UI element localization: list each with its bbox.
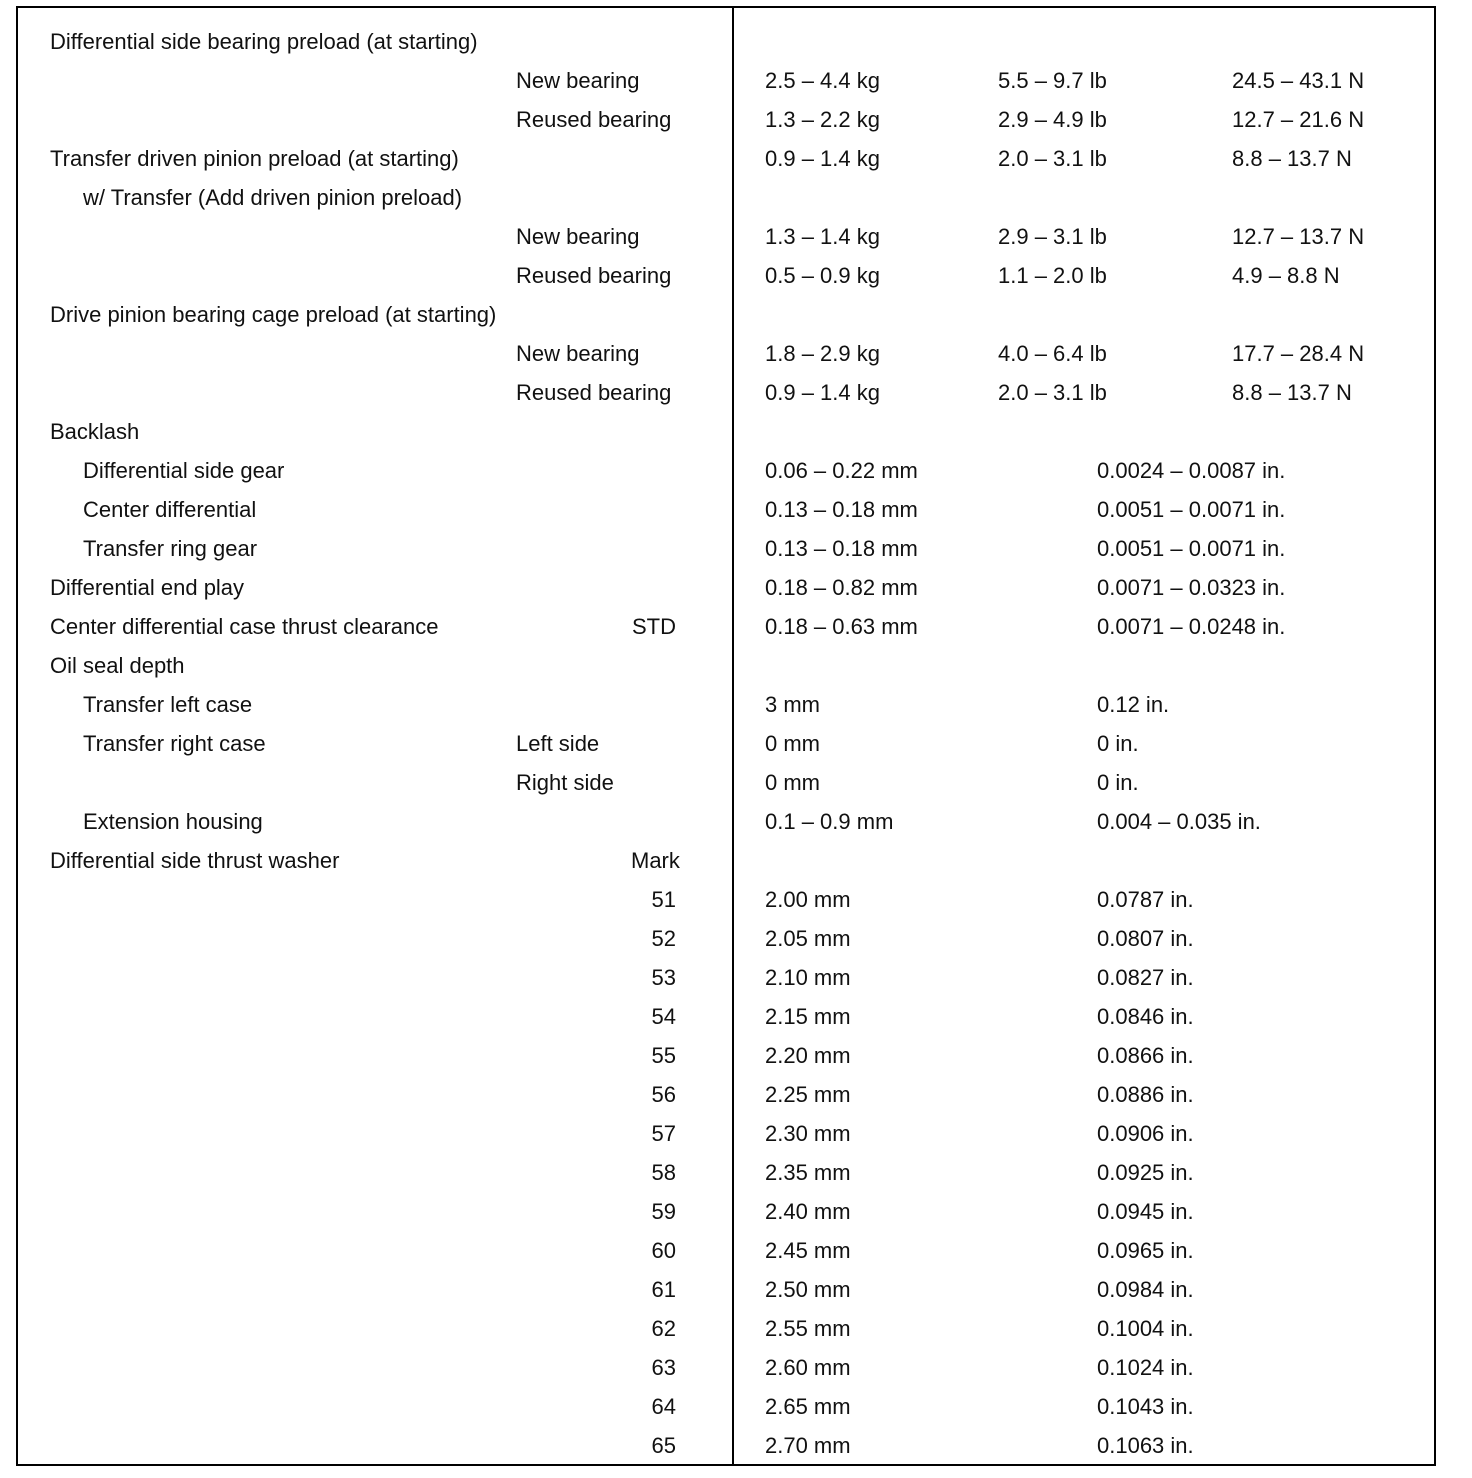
spec-row bbox=[0, 1153, 1472, 1192]
value-mm: 2.15 mm bbox=[765, 1004, 851, 1029]
value-in: 0.0827 in. bbox=[1097, 965, 1194, 990]
mark-number: 64 bbox=[651, 1394, 676, 1419]
value-kg: 1.8 – 2.9 kg bbox=[765, 341, 880, 366]
item-label: Transfer driven pinion preload (at starting) bbox=[50, 146, 459, 171]
spec-row bbox=[0, 451, 1472, 490]
item-sublabel: Reused bearing bbox=[516, 263, 672, 288]
value-mm: 2.45 mm bbox=[765, 1238, 851, 1263]
value-n: 12.7 – 13.7 N bbox=[1232, 224, 1365, 249]
value-n: 12.7 – 21.6 N bbox=[1232, 107, 1365, 132]
spec-row bbox=[0, 529, 1472, 568]
value-kg: 0.9 – 1.4 kg bbox=[765, 380, 880, 405]
value-lb: 5.5 – 9.7 lb bbox=[998, 68, 1107, 93]
value-mm: 0.06 – 0.22 mm bbox=[765, 458, 918, 483]
mark-number: 51 bbox=[651, 887, 676, 912]
value-mm: 2.50 mm bbox=[765, 1277, 851, 1302]
item-label: Differential side thrust washer bbox=[50, 848, 340, 873]
value-mm: 0 mm bbox=[765, 770, 820, 795]
value-lb: 2.0 – 3.1 lb bbox=[998, 146, 1107, 171]
value-in: 0.0051 – 0.0071 in. bbox=[1097, 536, 1286, 561]
value-in: 0.0807 in. bbox=[1097, 926, 1194, 951]
spec-row bbox=[0, 1270, 1472, 1309]
item-sublabel: New bearing bbox=[516, 341, 640, 366]
value-n: 8.8 – 13.7 N bbox=[1232, 146, 1352, 171]
value-in: 0.0024 – 0.0087 in. bbox=[1097, 458, 1286, 483]
value-mm: 2.40 mm bbox=[765, 1199, 851, 1224]
mark-number: 63 bbox=[651, 1355, 676, 1380]
value-in: 0.0906 in. bbox=[1097, 1121, 1194, 1146]
value-n: 4.9 – 8.8 N bbox=[1232, 263, 1340, 288]
spec-row bbox=[0, 1231, 1472, 1270]
spec-row bbox=[0, 1426, 1472, 1465]
item-sublabel: Right side bbox=[516, 770, 614, 795]
spec-row bbox=[0, 412, 1472, 451]
item-label: Transfer left case bbox=[83, 692, 253, 717]
value-mm: 2.20 mm bbox=[765, 1043, 851, 1068]
value-in: 0.0866 in. bbox=[1097, 1043, 1194, 1068]
mark-number: 57 bbox=[651, 1121, 676, 1146]
value-in: 0.0925 in. bbox=[1097, 1160, 1194, 1185]
spec-row bbox=[0, 1387, 1472, 1426]
value-in: 0.0945 in. bbox=[1097, 1199, 1194, 1224]
spec-row bbox=[0, 295, 1472, 334]
mark-number: 59 bbox=[651, 1199, 676, 1224]
mark-number: 54 bbox=[651, 1004, 676, 1029]
spec-row bbox=[0, 1309, 1472, 1348]
mark-number: 65 bbox=[651, 1433, 676, 1458]
item-sublabel: Reused bearing bbox=[516, 107, 672, 132]
value-mm: 0.13 – 0.18 mm bbox=[765, 497, 918, 522]
value-n: 17.7 – 28.4 N bbox=[1232, 341, 1365, 366]
spec-row bbox=[0, 763, 1472, 802]
value-in: 0 in. bbox=[1097, 731, 1139, 756]
value-in: 0.0965 in. bbox=[1097, 1238, 1194, 1263]
item-sublabel: New bearing bbox=[516, 68, 640, 93]
spec-row bbox=[0, 139, 1472, 178]
spec-row bbox=[0, 802, 1472, 841]
mark-number: 56 bbox=[651, 1082, 676, 1107]
std-label: STD bbox=[632, 614, 676, 639]
spec-row bbox=[0, 841, 1472, 880]
spec-row bbox=[0, 685, 1472, 724]
value-mm: 2.55 mm bbox=[765, 1316, 851, 1341]
value-mm: 2.10 mm bbox=[765, 965, 851, 990]
value-in: 0.1004 in. bbox=[1097, 1316, 1194, 1341]
spec-row bbox=[0, 919, 1472, 958]
value-mm: 2.00 mm bbox=[765, 887, 851, 912]
item-label: Differential end play bbox=[50, 575, 245, 600]
value-kg: 2.5 – 4.4 kg bbox=[765, 68, 880, 93]
item-label: Transfer right case bbox=[83, 731, 266, 756]
value-in: 0.0071 – 0.0323 in. bbox=[1097, 575, 1286, 600]
value-kg: 0.9 – 1.4 kg bbox=[765, 146, 880, 171]
value-mm: 2.35 mm bbox=[765, 1160, 851, 1185]
value-in: 0.0051 – 0.0071 in. bbox=[1097, 497, 1286, 522]
spec-row bbox=[0, 334, 1472, 373]
spec-row bbox=[0, 997, 1472, 1036]
value-kg: 0.5 – 0.9 kg bbox=[765, 263, 880, 288]
item-sublabel: New bearing bbox=[516, 224, 640, 249]
mark-number: 55 bbox=[651, 1043, 676, 1068]
mark-header: Mark bbox=[631, 848, 680, 873]
item-label: Differential side bearing preload (at starting) bbox=[50, 29, 478, 54]
spec-row bbox=[0, 1192, 1472, 1231]
value-in: 0.0787 in. bbox=[1097, 887, 1194, 912]
item-sublabel: Left side bbox=[516, 731, 600, 756]
value-lb: 2.9 – 3.1 lb bbox=[998, 224, 1107, 249]
item-label: Differential side gear bbox=[83, 458, 285, 483]
item-label: Center differential case thrust clearance bbox=[50, 614, 439, 639]
mark-number: 60 bbox=[651, 1238, 676, 1263]
spec-row bbox=[0, 1348, 1472, 1387]
item-label: Drive pinion bearing cage preload (at starting) bbox=[50, 302, 497, 327]
value-mm: 2.70 mm bbox=[765, 1433, 851, 1458]
value-n: 8.8 – 13.7 N bbox=[1232, 380, 1352, 405]
value-in: 0.12 in. bbox=[1097, 692, 1170, 717]
value-mm: 0.18 – 0.82 mm bbox=[765, 575, 918, 600]
value-in: 0.0071 – 0.0248 in. bbox=[1097, 614, 1286, 639]
value-kg: 1.3 – 1.4 kg bbox=[765, 224, 880, 249]
value-mm: 2.60 mm bbox=[765, 1355, 851, 1380]
value-lb: 4.0 – 6.4 lb bbox=[998, 341, 1107, 366]
value-lb: 1.1 – 2.0 lb bbox=[998, 263, 1107, 288]
value-n: 24.5 – 43.1 N bbox=[1232, 68, 1365, 93]
value-mm: 0.1 – 0.9 mm bbox=[765, 809, 894, 834]
spec-row bbox=[0, 724, 1472, 763]
value-lb: 2.0 – 3.1 lb bbox=[998, 380, 1107, 405]
spec-row bbox=[0, 880, 1472, 919]
value-mm: 2.30 mm bbox=[765, 1121, 851, 1146]
value-kg: 1.3 – 2.2 kg bbox=[765, 107, 880, 132]
spec-row bbox=[0, 568, 1472, 607]
value-mm: 0 mm bbox=[765, 731, 820, 756]
spec-row bbox=[0, 1036, 1472, 1075]
value-in: 0.0886 in. bbox=[1097, 1082, 1194, 1107]
spec-row bbox=[0, 61, 1472, 100]
value-in: 0.1063 in. bbox=[1097, 1433, 1194, 1458]
spec-row bbox=[0, 1075, 1472, 1114]
mark-number: 61 bbox=[651, 1277, 676, 1302]
spec-row bbox=[0, 256, 1472, 295]
value-in: 0.1043 in. bbox=[1097, 1394, 1194, 1419]
item-label: Transfer ring gear bbox=[83, 536, 258, 561]
value-in: 0.004 – 0.035 in. bbox=[1097, 809, 1261, 834]
value-in: 0.0846 in. bbox=[1097, 1004, 1194, 1029]
value-mm: 2.25 mm bbox=[765, 1082, 851, 1107]
value-mm: 3 mm bbox=[765, 692, 820, 717]
spec-row bbox=[0, 22, 1472, 61]
spec-row bbox=[0, 607, 1472, 646]
value-in: 0 in. bbox=[1097, 770, 1139, 795]
spec-row bbox=[0, 490, 1472, 529]
item-label: Oil seal depth bbox=[50, 653, 185, 678]
mark-number: 58 bbox=[651, 1160, 676, 1185]
value-lb: 2.9 – 4.9 lb bbox=[998, 107, 1107, 132]
value-in: 0.0984 in. bbox=[1097, 1277, 1194, 1302]
spec-row bbox=[0, 646, 1472, 685]
spec-row bbox=[0, 178, 1472, 217]
spec-rows bbox=[0, 22, 1472, 1465]
item-label: Extension housing bbox=[83, 809, 263, 834]
spec-row bbox=[0, 1114, 1472, 1153]
item-sublabel: Reused bearing bbox=[516, 380, 672, 405]
item-label: Center differential bbox=[83, 497, 257, 522]
spec-row bbox=[0, 100, 1472, 139]
item-label: Backlash bbox=[50, 419, 140, 444]
mark-number: 62 bbox=[651, 1316, 676, 1341]
spec-row bbox=[0, 373, 1472, 412]
mark-number: 53 bbox=[651, 965, 676, 990]
item-label: w/ Transfer (Add driven pinion preload) bbox=[83, 185, 463, 210]
value-mm: 0.18 – 0.63 mm bbox=[765, 614, 918, 639]
value-mm: 2.65 mm bbox=[765, 1394, 851, 1419]
spec-row bbox=[0, 958, 1472, 997]
mark-number: 52 bbox=[651, 926, 676, 951]
value-mm: 2.05 mm bbox=[765, 926, 851, 951]
value-in: 0.1024 in. bbox=[1097, 1355, 1194, 1380]
value-mm: 0.13 – 0.18 mm bbox=[765, 536, 918, 561]
spec-row bbox=[0, 217, 1472, 256]
